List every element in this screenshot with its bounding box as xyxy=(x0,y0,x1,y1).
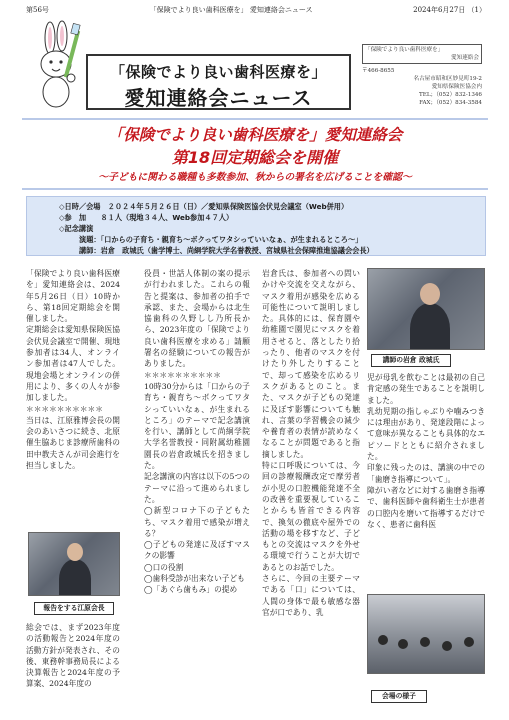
running-header xyxy=(26,5,486,17)
topic-item: ◯子どもの発達に及ぼすマスクの影響 xyxy=(144,540,250,561)
tel-number: TEL；（052）832-1346 xyxy=(419,92,482,98)
caption-chairman: 報告をする江原会長 xyxy=(34,602,114,615)
article-column-4 xyxy=(367,372,485,530)
headline-subtitle: 第18回定期総会を開催 xyxy=(171,148,339,167)
paragraph: 役員・世話人体制の案の提示が行われました。これらの報告と提案は、参加者の拍手で承認、また、会場からは北生協歯科の久野しし乃所長から、2023年度の「保険でより良い歯科医療を求める」請願署名の経験についての報告がありました。 xyxy=(144,269,250,369)
paragraph: 障がい者などに対する歯磨き指導で、歯科医師や歯科衛生士が患者の口腔内を磨いて指導するだけでなく、患者に歯科医 xyxy=(367,485,485,529)
photo-chairman xyxy=(28,532,120,596)
event-datetime: ◇日時／会場 ２０２４年５月２６日（日）／愛知県保険医協会伏見会議室（Web併用） xyxy=(59,202,349,211)
headline-tagline: ～子どもに関わる職種も多数参加、秋からの署名を広げることを確認～ xyxy=(98,172,412,183)
paragraph: さらに、今回の主要テーマである「口」については、人間の身体で最も敏感な器官が口であり、乳 xyxy=(262,574,360,617)
paragraph: 特に口呼吸については、今回の診療報酬改定で摩労者が小児の口腔機能発達不全の改善を重要視していることからも皆首できる内容で、換気の徹底や屋外での活動の場を移すなど、子どもとの交流はマスクを外せる環境で行うことが大切であるとのお話でした。 xyxy=(262,461,360,572)
paragraph: 岩倉氏は、参加者への問いかけや交流を交えながら、マスク着用が感染を広める可能性について説明しました。具体的には、保育園や幼稚園で園児にマスクを着用させると、落としたり拾ったり、他者のマスクを付けたり外したりすることで、却って感染を広めるリスクがあるとのこと。また、マスクが子どもの発達に及ぼす影響についても触れ、言葉の学習機会の減少や養育者の表情が読めなくなることが問題であると指摘しました。 xyxy=(262,269,360,459)
event-details-box xyxy=(26,196,486,256)
lecture-label: ◇記念講演 xyxy=(59,224,94,233)
paragraph: 乳幼児期の指しゃぶりや噛みつきには理由があり、発達段階によって意味が異なることも具体的なエピソードとともに紹介されました。 xyxy=(367,406,485,462)
photo-lecturer xyxy=(367,268,485,350)
masthead-line1: 「保険でより良い歯科医療を」 xyxy=(109,63,327,81)
paragraph: 印象に残ったのは、講演の中での「歯磨き指導について」。 xyxy=(367,463,485,484)
event-attendance: ◇参 加 ８１人（現地３４人、Web参加４７人） xyxy=(59,213,234,222)
masthead xyxy=(86,54,351,110)
address-line1: 名古屋市昭和区妙見町19-2 xyxy=(413,76,482,82)
headline-banner xyxy=(22,118,488,190)
paragraph: 「保険でより良い歯科医療を」愛知連絡会は、2024年5月26日（日）10時から、第18回定期総会を開催しました。 xyxy=(26,269,120,324)
publisher-name-box xyxy=(362,44,482,64)
publisher-info xyxy=(362,44,482,110)
divider-stars: ＊＊＊＊＊＊＊＊＊＊ xyxy=(26,404,103,414)
headline-title: 「保険でより良い歯科医療を」愛知連絡会 xyxy=(107,126,403,144)
publisher-name1: 「保険でより良い歯科医療を」 xyxy=(365,47,444,53)
masthead-line2: 愛知連絡会ニュース xyxy=(124,86,313,110)
paragraph: 総会では、まず2023年度の活動報告と2024年度の活動方針が発表され、その後、東務幹事務局長による決算報告と2024年度の予算案、2024年度の xyxy=(26,623,120,689)
divider-stars: ＊＊＊＊＊＊＊＊＊＊ xyxy=(144,370,221,380)
paragraph: 当日は、江原雅博会長の開会のあいさつに続き、北原催生脇あじま診療所歯科の田中教夫さんが司会進行を担当しました。 xyxy=(26,415,120,471)
paragraph: 定期総会は愛知県保険医協会伏見会議室で開催、現地参加者は34人、オンライン参加者は47人でした。現地会場とオンラインの併用により、多くの人々が参加しました。 xyxy=(26,325,120,403)
lecturer-name: 講師：岩倉 政城氏（歯学博士、尚絅学院大学名誉教授、宮城県社会保障推進協議会会長） xyxy=(79,246,374,255)
paragraph: 10時30分からは「口からの子育ち・親育ち～ボクってワタシっていいなぁ、が生まれるところ」のテーマで記念講演を行い、講師として尚絅学院大学名誉教授・同附属幼稚園園長の岩倉政城氏を招きました。 xyxy=(144,381,250,471)
photo-venue xyxy=(367,594,485,674)
caption-venue: 会場の様子 xyxy=(371,690,427,703)
postal-code: 〒466-8655 xyxy=(362,68,395,74)
topic-item: ◯新型コロナ下の子どもたち、マスク着用で感染が増える？ xyxy=(144,506,250,538)
article-column-3 xyxy=(262,268,360,618)
article-column-2 xyxy=(144,268,250,596)
paragraph: 児が母乳を飲むことは最初の自己肯定感の発生であることを説明しました。 xyxy=(367,373,485,405)
article-column-1 xyxy=(26,268,120,471)
fax-number: FAX；（052）834-3584 xyxy=(419,100,482,106)
topic-item: ◯「あぐら歯もみ」の提め xyxy=(144,585,238,595)
topic-item: ◯歯科受診が出来ない子ども xyxy=(144,574,245,584)
topic-item: ◯口の役割 xyxy=(144,562,184,572)
address-line2: 愛知県保険医協会内 xyxy=(431,84,482,90)
article-column-1-cont xyxy=(26,622,120,690)
paragraph: 記念講演の内容は以下の5つのテーマに沿って進められました。 xyxy=(144,472,250,504)
rabbit-mascot-icon xyxy=(28,20,86,112)
series-name: 「保険でより良い歯科医療を」 愛知連絡会ニュース xyxy=(149,6,313,14)
publisher-name2: 愛知連絡会 xyxy=(451,55,479,61)
issue-date: 2024年6月27日 （1） xyxy=(413,6,486,14)
lecture-title: 演題：「口からの子育ち・親育ち～ボクってワタシっていいなぁ、が生まれるところ～」 xyxy=(79,235,363,244)
issue-number: 第56号 xyxy=(26,6,49,14)
caption-lecturer: 講師の岩倉 政城氏 xyxy=(371,354,451,367)
